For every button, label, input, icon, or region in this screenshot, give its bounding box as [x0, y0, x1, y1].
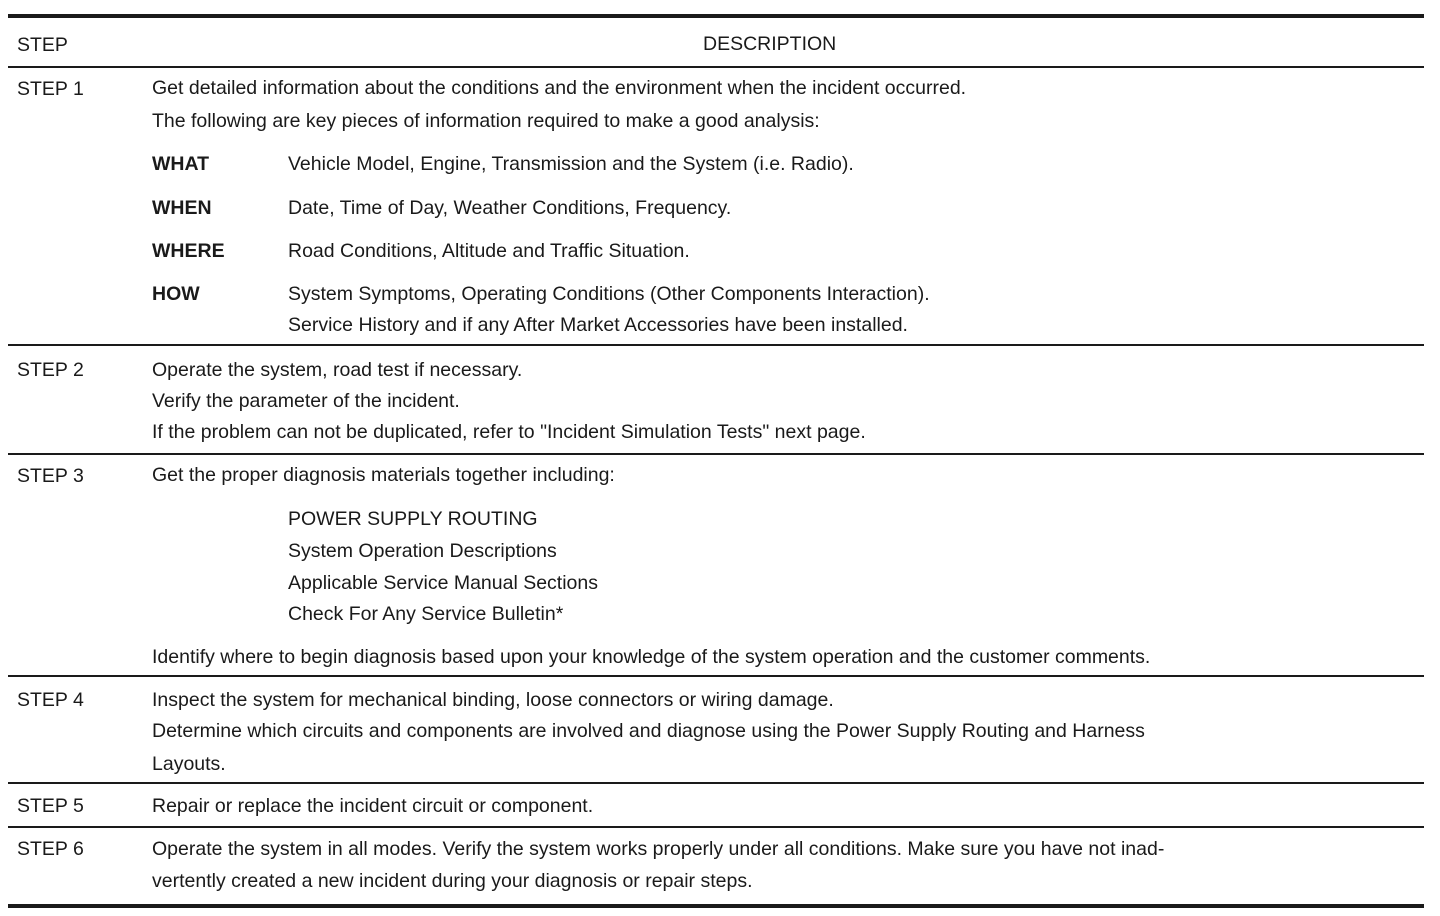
top-rule: [8, 14, 1424, 18]
header-step: STEP: [17, 34, 68, 56]
step-label: STEP 2: [17, 359, 84, 381]
step-text: The following are key pieces of information required to make a good analysis:: [152, 110, 820, 132]
step-text: Operate the system in all modes. Verify the system works properly under all conditions. Make sure you have not inad-: [152, 838, 1165, 860]
step-label: STEP 6: [17, 838, 84, 860]
row-divider: [8, 344, 1424, 346]
material-item: POWER SUPPLY ROUTING: [288, 508, 538, 530]
step-text: Get the proper diagnosis materials together including:: [152, 464, 615, 486]
material-item: Check For Any Service Bulletin*: [288, 603, 564, 625]
step-label: STEP 1: [17, 78, 84, 100]
header-description: DESCRIPTION: [703, 33, 837, 55]
detail-text-what: Vehicle Model, Engine, Transmission and the System (i.e. Radio).: [288, 153, 854, 175]
header-rule: [8, 66, 1424, 68]
detail-key-where: WHERE: [152, 240, 225, 262]
detail-key-what: WHAT: [152, 153, 210, 175]
step-closing: Identify where to begin diagnosis based upon your knowledge of the system operation and the customer comments.: [152, 646, 1151, 668]
step-label: STEP 5: [17, 795, 84, 817]
bottom-rule: [8, 904, 1424, 908]
detail-text-where: Road Conditions, Altitude and Traffic Situation.: [288, 240, 690, 262]
step-text: Inspect the system for mechanical binding, loose connectors or wiring damage.: [152, 689, 834, 711]
step-text: Verify the parameter of the incident.: [152, 390, 460, 412]
detail-text-when: Date, Time of Day, Weather Conditions, Frequency.: [288, 197, 732, 219]
step-text: vertently created a new incident during your diagnosis or repair steps.: [152, 870, 753, 892]
step-text: Get detailed information about the conditions and the environment when the incident occurred.: [152, 77, 967, 99]
step-text: Operate the system, road test if necessary.: [152, 359, 523, 381]
step-text: Layouts.: [152, 753, 226, 775]
detail-text-how: System Symptoms, Operating Conditions (Other Components Interaction).: [288, 283, 930, 305]
step-label: STEP 3: [17, 465, 84, 487]
row-divider: [8, 782, 1424, 784]
step-text: Repair or replace the incident circuit or component.: [152, 795, 594, 817]
step-text: Determine which circuits and components are involved and diagnose using the Power Supply Routing and Harness: [152, 720, 1145, 742]
row-divider: [8, 453, 1424, 455]
detail-key-when: WHEN: [152, 197, 212, 219]
detail-text-how-2: Service History and if any After Market Accessories have been installed.: [288, 314, 908, 336]
detail-key-how: HOW: [152, 283, 200, 305]
row-divider: [8, 826, 1424, 828]
material-item: Applicable Service Manual Sections: [288, 572, 599, 594]
row-divider: [8, 675, 1424, 677]
material-item: System Operation Descriptions: [288, 540, 557, 562]
step-text: If the problem can not be duplicated, refer to "Incident Simulation Tests" next page.: [152, 421, 866, 443]
step-label: STEP 4: [17, 689, 84, 711]
